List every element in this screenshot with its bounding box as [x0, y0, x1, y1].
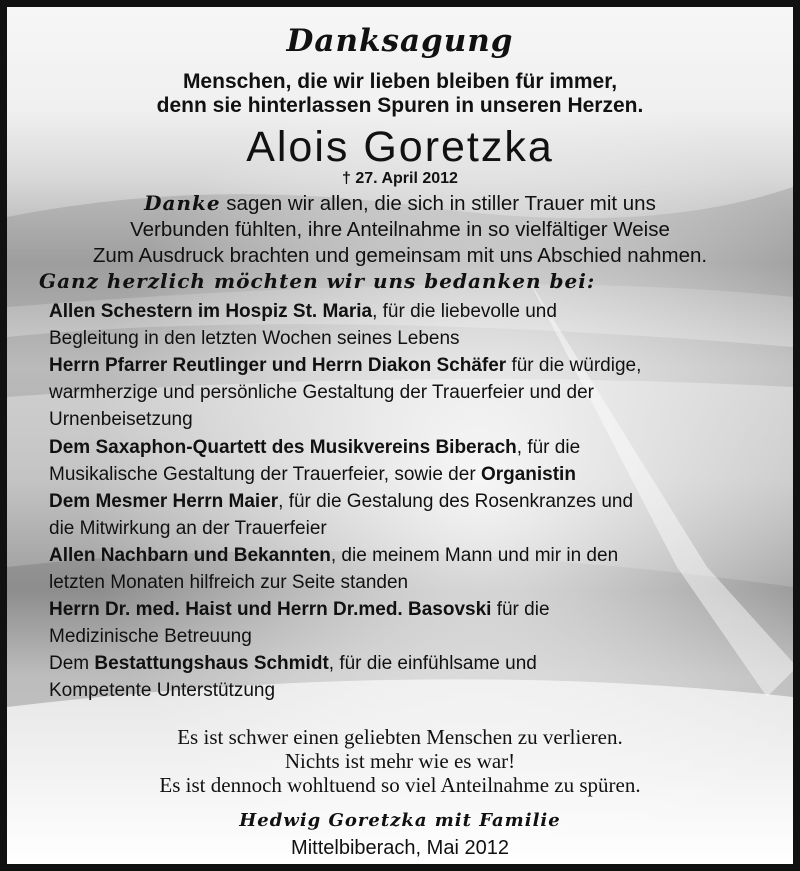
thanks-line	[49, 678, 275, 703]
thanks-recipient: Organistin	[480, 463, 576, 485]
thanks-line-text: , für die liebevolle und	[372, 301, 557, 322]
intro-line-3: Zum Ausdruck brachten und gemeinsam mit uns Abschied nahmen.	[92, 244, 708, 267]
thanks-recipient: Allen Nachbarn und Bekannten	[49, 544, 331, 566]
thanks-line	[49, 299, 557, 324]
closing-line-2: Nichts ist mehr wie es war!	[284, 749, 516, 773]
thanks-line	[49, 435, 580, 460]
thanks-line-text: , für die Gestalung des Rosenkranzes und	[278, 490, 634, 512]
thanks-line-text: warmherzige und persönliche Gestaltung der Trauerfeier und der	[49, 382, 594, 404]
thanks-line	[49, 380, 594, 405]
thanks-line-text: letzten Monaten hilfreich zur Seite standen	[49, 572, 409, 593]
intro-line-1	[7, 191, 793, 216]
thanks-line	[49, 516, 327, 541]
thanks-line-text: , für die	[516, 436, 581, 458]
thanks-line	[49, 651, 537, 676]
thanks-line-text: für die würdige,	[506, 355, 642, 377]
thanks-line	[49, 570, 408, 595]
thanks-recipient: Dem Saxaphon-Quartett des Musikvereins Biberach	[49, 436, 517, 458]
thanks-line	[49, 489, 633, 514]
thanks-line-text: Musikalische Gestaltung der Trauerfeier, sowie der	[49, 463, 481, 485]
heading-danksagung: Danksagung	[286, 23, 514, 59]
thanks-line	[49, 597, 550, 622]
thanks-recipient: Herrn Pfarrer Reutlinger und Herrn Diakon Schäfer	[49, 355, 507, 377]
thanks-line	[49, 326, 460, 351]
intro-line-2: Verbunden fühlten, ihre Anteilnahme in so vielfältiger Weise	[130, 218, 670, 241]
motto-line-1: Menschen, die wir lieben bleiben für immer,	[182, 70, 618, 93]
thanks-line	[49, 624, 252, 649]
closing-line-1: Es ist schwer einen geliebten Menschen zu verlieren.	[177, 725, 623, 749]
death-date: † 27. April 2012	[342, 170, 458, 187]
signature: Hedwig Goretzka mit Familie	[239, 810, 561, 831]
thanks-line-text: die Mitwirkung an der Trauerfeier	[49, 517, 327, 539]
thanks-line-text: , die meinem Mann und mir in den	[330, 544, 619, 566]
thanks-line-prefix: Dem	[49, 653, 95, 675]
thanks-line-text: Urnenbeisetzung	[49, 409, 193, 431]
thanks-recipient: Bestattungshaus Schmidt	[94, 653, 329, 675]
thanks-line-text: Begleitung in den letzten Wochen seines Lebens	[49, 328, 460, 350]
thanks-line-text: für die	[491, 599, 550, 621]
thanks-line-text: , für die einfühlsame und	[328, 653, 537, 675]
thanks-recipient: Allen Schestern im Hospiz St. Maria	[49, 301, 373, 322]
thanks-line	[49, 407, 193, 432]
thanks-heading: Ganz herzlich möchten wir uns bedanken bei:	[39, 269, 596, 293]
thanks-recipient: Herrn Dr. med. Haist und Herrn Dr.med. Basovski	[49, 599, 492, 621]
intro-lead-word: Danke	[144, 191, 221, 215]
thanks-line	[49, 462, 576, 487]
thanks-recipient: Dem Mesmer Herrn Maier	[49, 490, 279, 512]
deceased-name: Alois Goretzka	[246, 123, 554, 171]
thanks-line	[49, 543, 618, 568]
closing-line-3: Es ist dennoch wohltuend so viel Anteilnahme zu spüren.	[159, 773, 641, 797]
place-date: Mittelbiberach, Mai 2012	[291, 837, 509, 859]
motto-line-2: denn sie hinterlassen Spuren in unseren Herzen.	[156, 94, 644, 117]
thanks-line	[49, 353, 641, 378]
thanks-line-text: Kompetente Unterstützung	[49, 680, 276, 702]
intro-line-1-text: sagen wir allen, die sich in stiller Trauer mit uns	[220, 192, 656, 215]
thanks-line-text: Medizinische Betreuung	[49, 626, 252, 648]
